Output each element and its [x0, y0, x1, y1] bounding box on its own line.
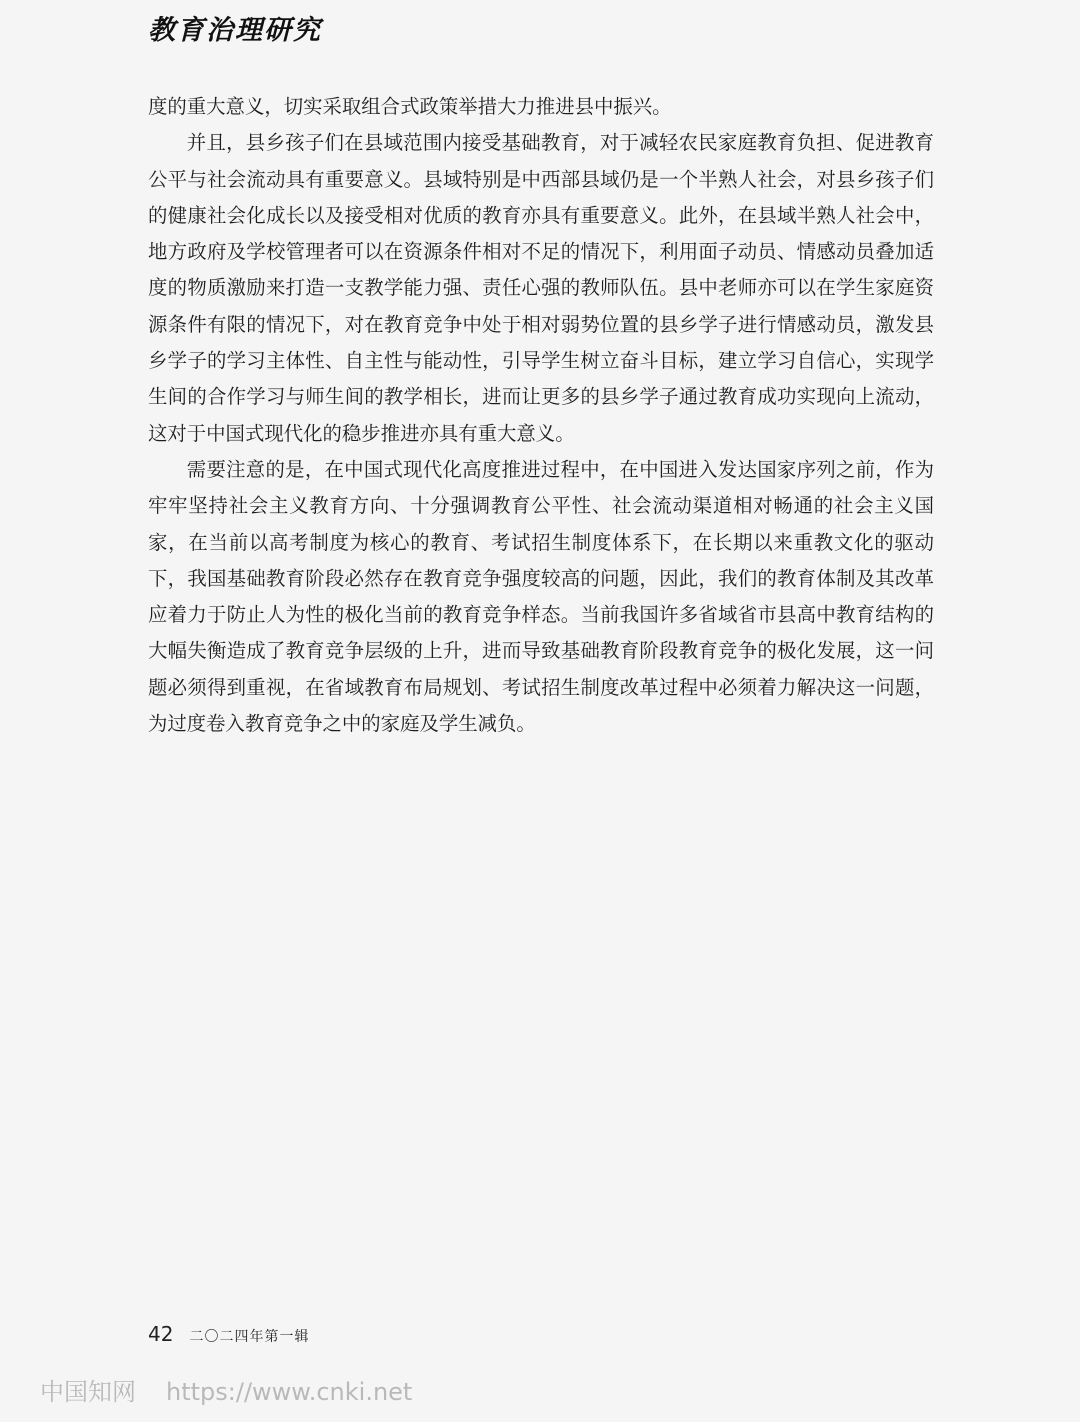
paragraph-continuation: 度的重大意义，切实采取组合式政策举措大力推进县中振兴。: [148, 95, 672, 118]
watermark-url: https://www.cnki.net: [166, 1378, 413, 1406]
article-body: [148, 89, 934, 742]
watermark-brand: 中国知网: [40, 1378, 136, 1406]
paragraph-education-competition: 需要注意的是，在中国式现代化高度推进过程中，在中国进入发达国家序列之前，作为牢牢坚持社会主义教育方向、十分强调教育公平性、社会流动渠道相对畅通的社会主义国家，在当前以高考制度为核心的教育、考试招生制度体系下，在长期以来重教文化的驱动下，我国基础教育阶段必然存在教育竞争强度较高的问题，因此，我们的教育体制及其改革应着力于防止人为性的极化当前的教育竞争样态。当前我国许多省域省市县高中教育结构的大幅失衡造成了教育竞争层级的上升，进而导致基础教育阶段教育竞争的极化发展，这一问题必须得到重视，在省域教育布局规划、考试招生制度改革过程中必须着力解决这一问题，为过度卷入教育竞争之中的家庭及学生减负。: [148, 457, 934, 736]
paragraph-county-education: 并且，县乡孩子们在县域范围内接受基础教育，对于减轻农民家庭教育负担、促进教育公平与社会流动具有重要意义。县域特别是中西部县域仍是一个半熟人社会，对县乡孩子们的健康社会化成长以及接受相对优质的教育亦具有重要意义。此外，在县域半熟人社会中，地方政府及学校管理者可以在资源条件相对不足的情况下，利用面子动员、情感动员叠加适度的物质激励来打造一支教学能力强、责任心强的教师队伍。县中老师亦可以在学生家庭资源条件有限的情况下，对在教育竞争中处于相对弱势位置的县乡学子进行情感动员，激发县乡学子的学习主体性、自主性与能动性，引导学生树立奋斗目标，建立学习自信心，实现学生间的合作学习与师生间的教学相长，进而让更多的县乡学子通过教育成功实现向上流动，这对于中国式现代化的稳步推进亦具有重大意义。: [148, 131, 934, 445]
cnki-watermark: [40, 1372, 412, 1407]
page-number: 42: [148, 1322, 174, 1346]
journal-running-head: 教育治理研究: [148, 15, 322, 46]
issue-label: 二〇二四年第一辑: [189, 1329, 310, 1345]
page-footer: [148, 1322, 309, 1346]
